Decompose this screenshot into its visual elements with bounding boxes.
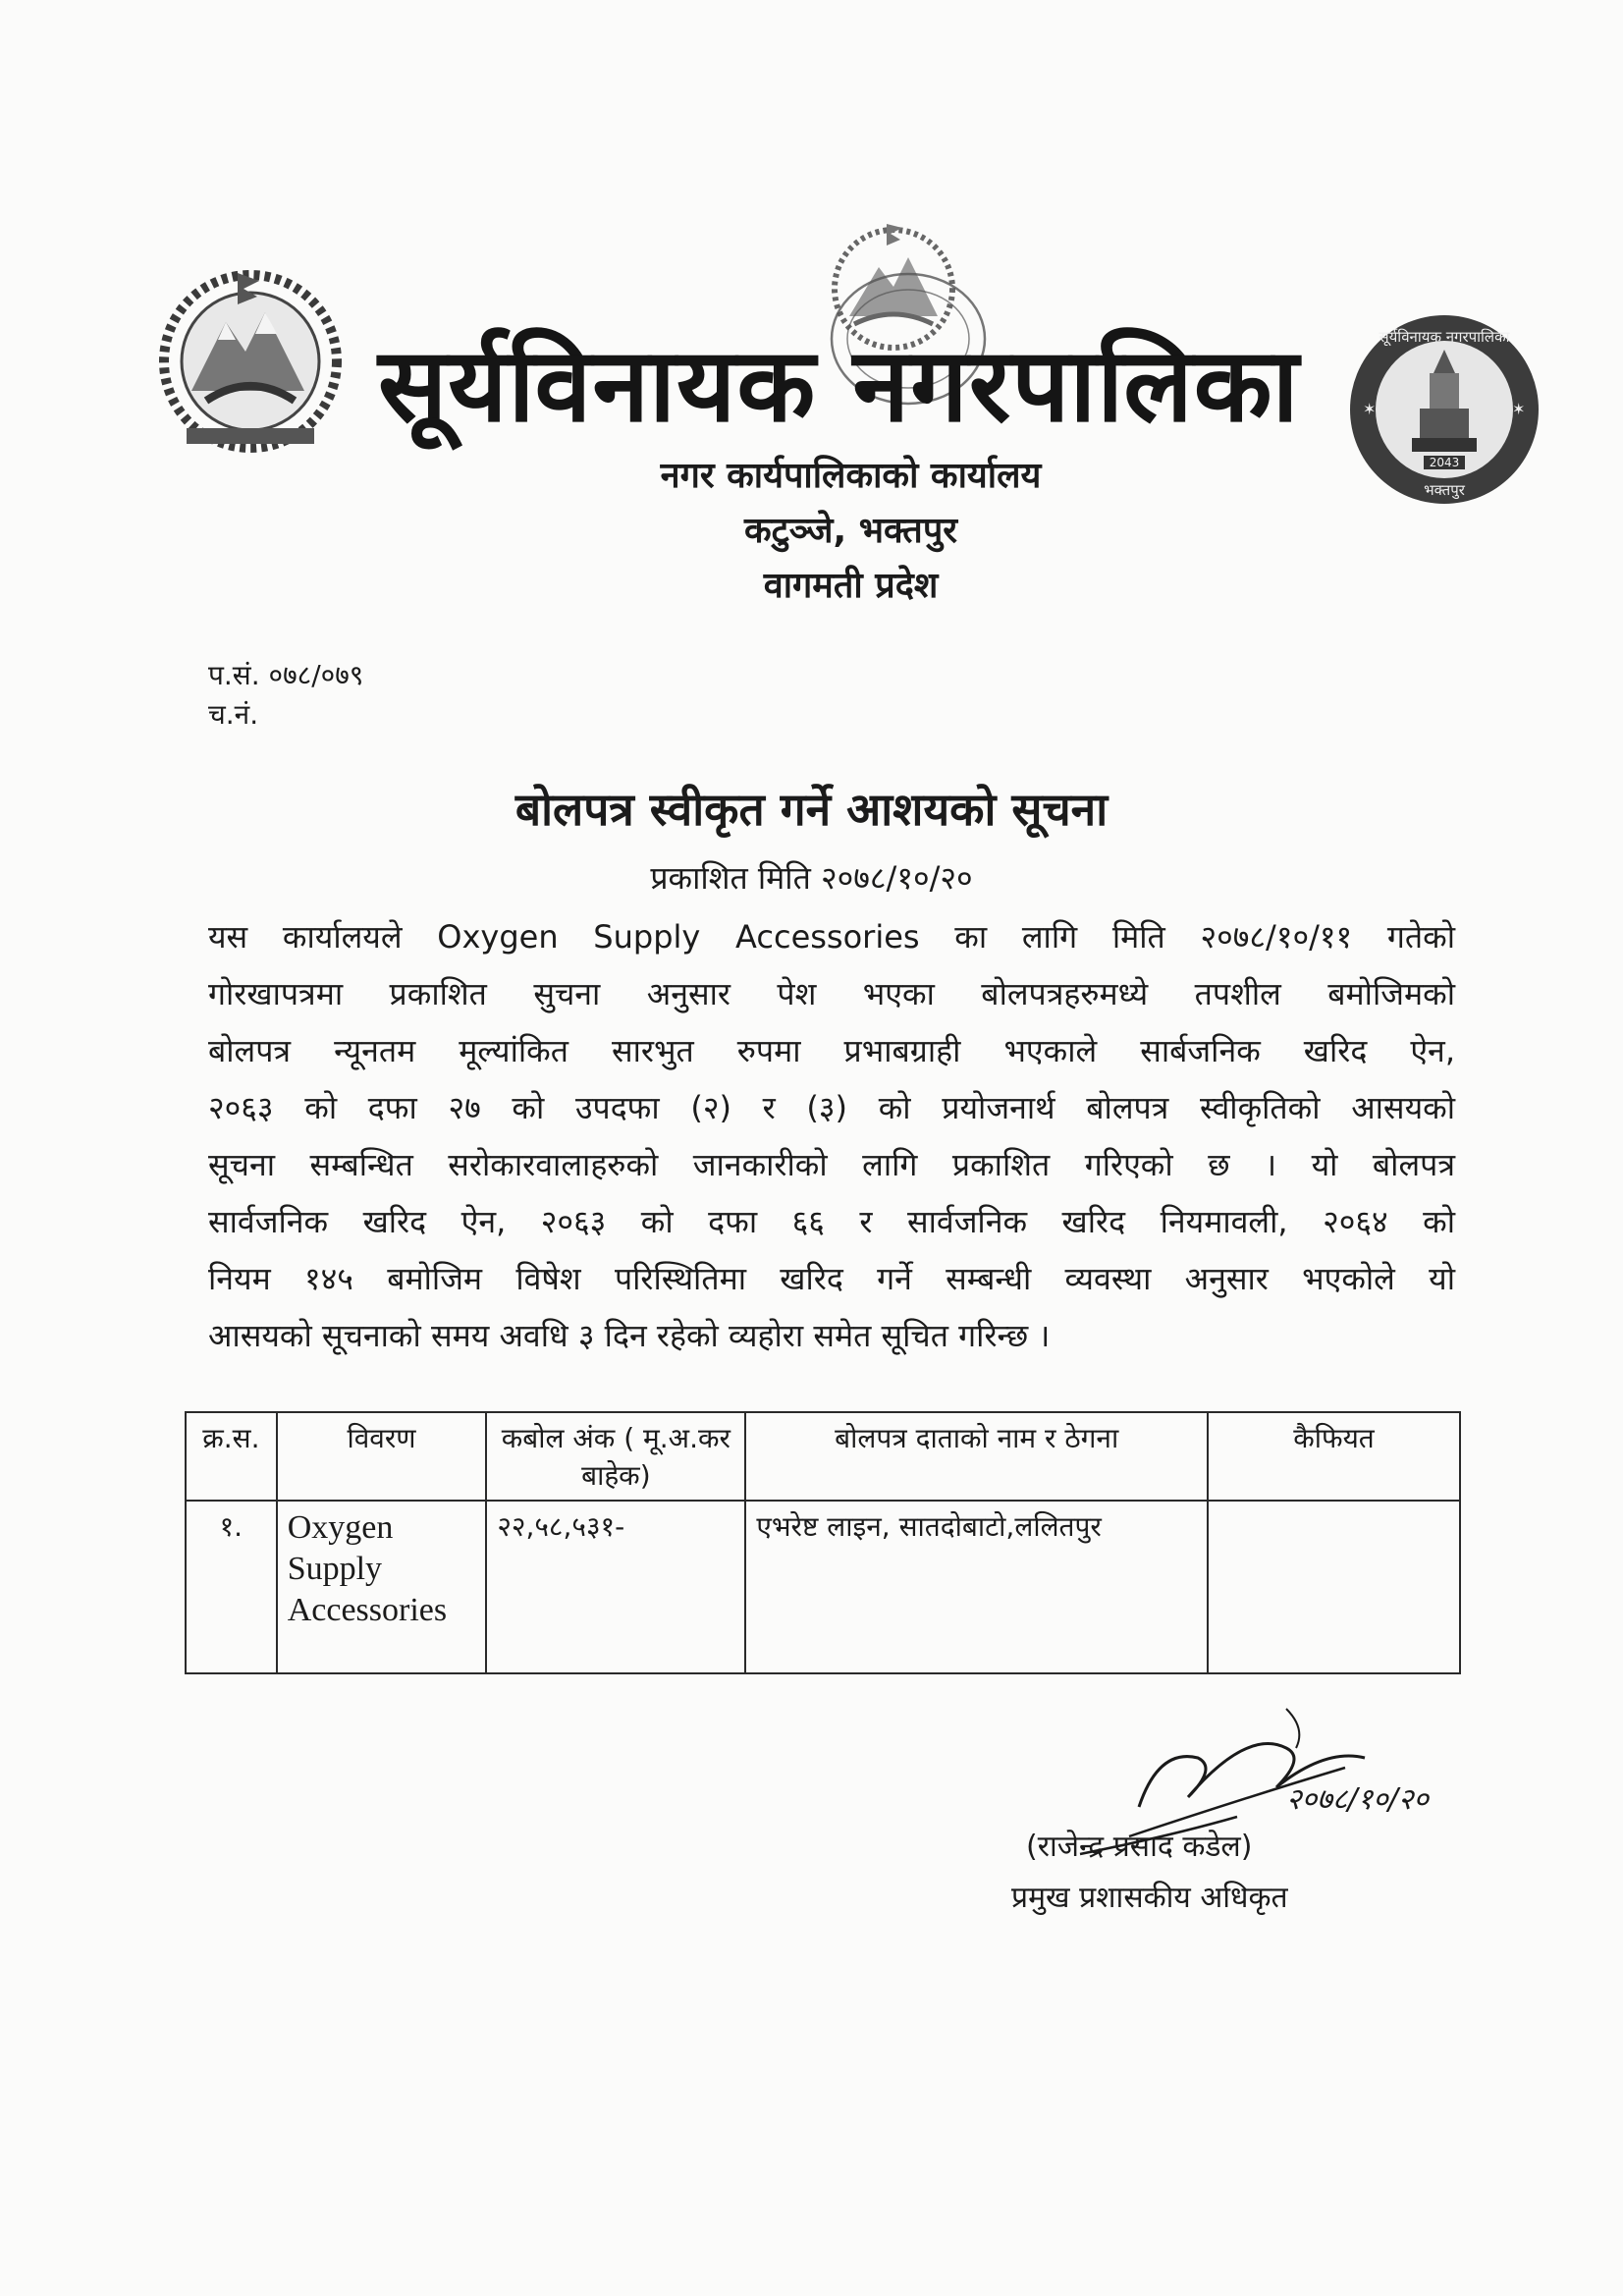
dispatch-number: च.नं. bbox=[208, 698, 259, 731]
cell-remarks bbox=[1208, 1501, 1460, 1673]
body-line: बोलपत्र न्यूनतम मूल्यांकित सारभुत रुपमा प्रभाबग्राही भएकाले सार्बजनिक खरिद ऐन, bbox=[208, 1032, 1455, 1069]
svg-text:2043: 2043 bbox=[1429, 456, 1460, 469]
header-sn: क्र.स. bbox=[186, 1412, 277, 1501]
nepal-emblem-icon bbox=[147, 253, 353, 460]
province-name: वागमती प्रदेश bbox=[763, 566, 939, 606]
body-line: यस कार्यालयले Oxygen Supply Accessories का लागि मिति २०७८/१०/११ गतेको bbox=[208, 918, 1455, 956]
cell-description: Oxygen Supply Accessories bbox=[277, 1501, 487, 1673]
svg-text:✶: ✶ bbox=[1363, 400, 1377, 418]
signatory-designation: प्रमुख प्रशासकीय अधिकृत bbox=[1011, 1881, 1288, 1915]
notice-body bbox=[208, 908, 1455, 1364]
bid-table bbox=[185, 1411, 1461, 1674]
office-name: नगर कार्यपालिकाको कार्यालय bbox=[660, 456, 1042, 496]
svg-text:भक्तपुर: भक्तपुर bbox=[1424, 481, 1465, 499]
body-line: सार्वजनिक खरिद ऐन, २०६३ को दफा ६६ र सार्वजनिक खरिद नियमावली, २०६४ को bbox=[208, 1203, 1455, 1240]
body-line: २०६३ को दफा २७ को उपदफा (२) र (३) को प्रयोजनार्थ बोलपत्र स्वीकृतिको आसयको bbox=[208, 1089, 1455, 1126]
signatory-name: (राजेन्द्र प्रसाद कडेल) bbox=[1026, 1830, 1253, 1864]
header-bid-amount: कबोल अंक ( मू.अ.कर बाहेक) bbox=[486, 1412, 745, 1501]
cell-bid-amount: २२,५८,५३१- bbox=[486, 1501, 745, 1673]
notice-title: बोलपत्र स्वीकृत गर्ने आशयको सूचना bbox=[514, 783, 1109, 836]
header-bidder: बोलपत्र दाताको नाम र ठेगना bbox=[745, 1412, 1208, 1501]
header-remarks: कैफियत bbox=[1208, 1412, 1460, 1501]
table-row bbox=[186, 1501, 1460, 1673]
body-line: नियम १४५ बमोजिम विषेश परिस्थितिमा खरिद गर्ने सम्बन्धी व्यवस्था अनुसार भएकोले यो bbox=[208, 1260, 1455, 1297]
svg-text:२०७८/१०/२०: २०७८/१०/२० bbox=[1286, 1782, 1430, 1817]
published-date: प्रकाशित मिति २०७८/१०/२० bbox=[650, 859, 973, 897]
letter-number: प.सं. ०७८/०७९ bbox=[208, 659, 364, 691]
body-line: आसयको सूचनाको समय अवधि ३ दिन रहेको व्यहोरा समेत सूचित गरिन्छ । bbox=[208, 1317, 1051, 1354]
svg-text:✶: ✶ bbox=[1512, 400, 1526, 418]
org-title: सूर्यविनायक नगरपालिका bbox=[378, 325, 1300, 445]
svg-text:सूर्यविनायक नगरपालिका: सूर्यविनायक नगरपालिका bbox=[1379, 328, 1510, 346]
body-line: गोरखापत्रमा प्रकाशित सुचना अनुसार पेश भएका बोलपत्रहरुमध्ये तपशील बमोजिमको bbox=[208, 975, 1455, 1012]
cell-bidder: एभरेष्ट लाइन, सातदोबाटो,ललितपुर bbox=[745, 1501, 1208, 1673]
body-line: सूचना सम्बन्धित सरोकारवालाहरुको जानकारीको लागि प्रकाशित गरिएको छ । यो बोलपत्र bbox=[208, 1146, 1455, 1183]
header-description: विवरण bbox=[277, 1412, 487, 1501]
office-address: कटुञ्जे, भक्तपुर bbox=[743, 511, 957, 551]
table-header-row bbox=[186, 1412, 1460, 1501]
cell-sn: १. bbox=[186, 1501, 277, 1673]
